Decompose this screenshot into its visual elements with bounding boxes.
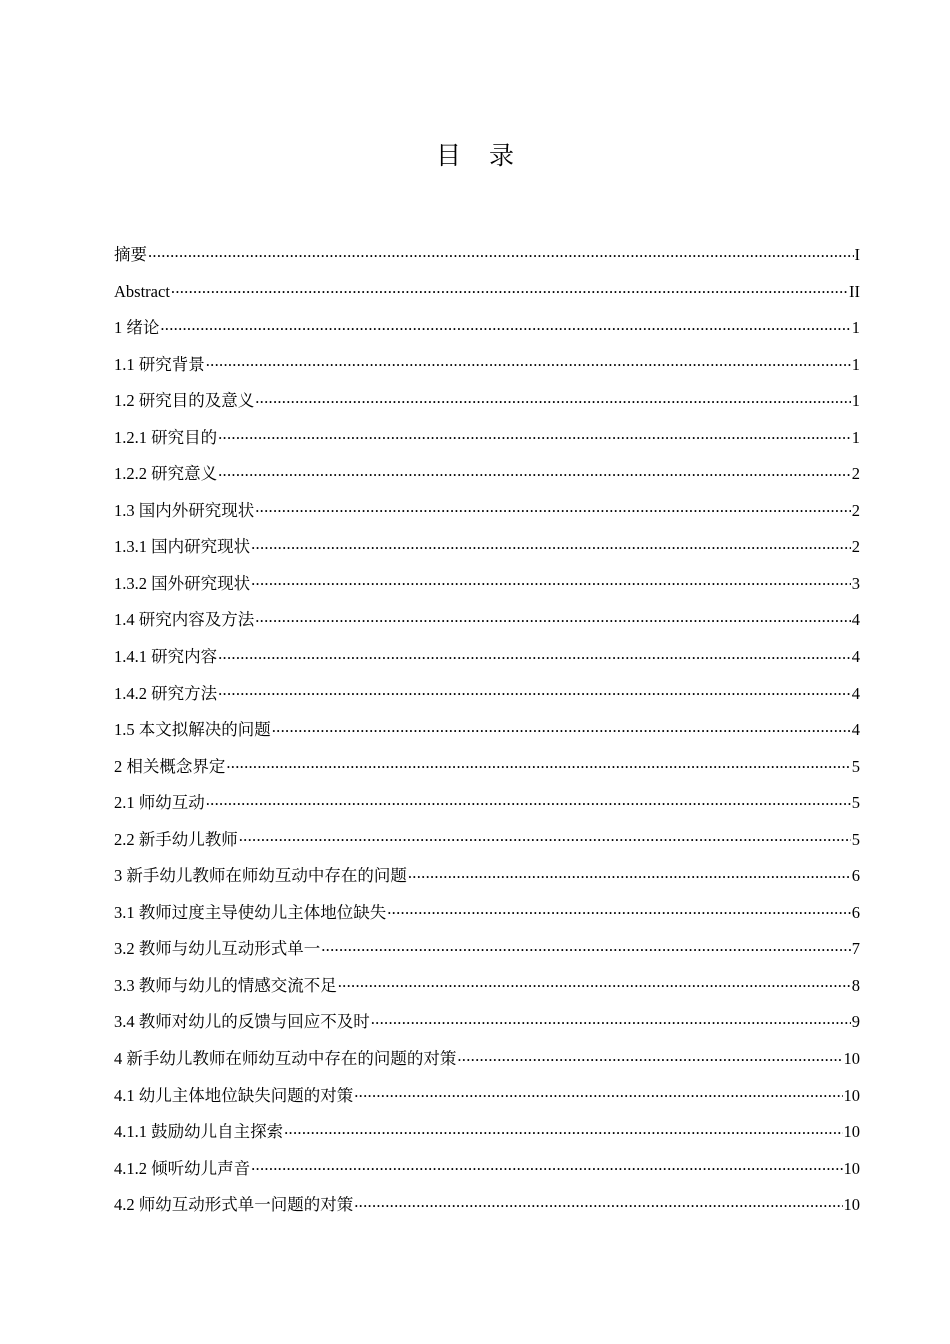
toc-entry-label: 3.4 教师对幼儿的反馈与回应不及时: [114, 1012, 370, 1032]
title-char-2: 录: [489, 140, 515, 170]
dot-leader: [251, 1157, 842, 1174]
dot-leader: [206, 353, 851, 370]
toc-entry-label: 1.3.1 国内研究现状: [114, 537, 251, 557]
toc-entry-page: 3: [851, 573, 860, 593]
table-of-contents: [114, 243, 860, 1230]
toc-entry-page: 5: [851, 829, 860, 849]
page-title: [0, 139, 950, 173]
dot-leader: [251, 536, 851, 553]
toc-entry-1-1[interactable]: [114, 353, 860, 390]
toc-entry-1-4-2[interactable]: [114, 682, 860, 719]
toc-entry-1-4-1[interactable]: [114, 645, 860, 682]
dot-leader: [218, 463, 851, 480]
toc-entry-label: 4.1.2 倾听幼儿声音: [114, 1158, 251, 1178]
dot-leader: [371, 1011, 851, 1028]
toc-entry-4-1[interactable]: [114, 1084, 860, 1121]
toc-entry-label: 摘要: [114, 245, 147, 264]
toc-entry-label: 1.2.2 研究意义: [114, 464, 218, 484]
toc-entry-4-1-1[interactable]: [114, 1120, 860, 1157]
toc-entry-label: 1.4.1 研究内容: [114, 647, 218, 667]
toc-entry-3-4[interactable]: [114, 1010, 860, 1047]
toc-entry-label: 2.1 师幼互动: [114, 793, 205, 813]
toc-entry-label: 4.1 幼儿主体地位缺失问题的对策: [114, 1085, 354, 1105]
toc-entry-label: 1.2.1 研究目的: [114, 427, 218, 447]
toc-entry-page: 6: [851, 902, 860, 922]
toc-entry-4[interactable]: [114, 1047, 860, 1084]
toc-entry-label: 1.3.2 国外研究现状: [114, 573, 251, 593]
dot-leader: [206, 792, 851, 809]
toc-entry-1-2-2[interactable]: [114, 462, 860, 499]
toc-entry-page: 2: [851, 537, 860, 557]
toc-entry-page: 4: [851, 610, 860, 630]
toc-entry-page: 10: [843, 1085, 860, 1105]
toc-entry-abstract-cn[interactable]: [114, 243, 860, 280]
toc-entry-label: 2 相关概念界定: [114, 756, 226, 776]
toc-entry-2[interactable]: [114, 755, 860, 792]
toc-entry-1-3-2[interactable]: [114, 572, 860, 609]
toc-entry-page: 9: [851, 1012, 860, 1032]
toc-entry-page: 2: [851, 500, 860, 520]
toc-entry-page: 7: [851, 939, 860, 959]
toc-entry-page: 2: [851, 464, 860, 484]
toc-entry-1-3[interactable]: [114, 499, 860, 536]
toc-entry-label: 3.3 教师与幼儿的情感交流不足: [114, 975, 337, 995]
toc-entry-page: 1: [851, 391, 860, 411]
toc-entry-label: 3.1 教师过度主导使幼儿主体地位缺失: [114, 902, 387, 922]
dot-leader: [218, 682, 851, 699]
toc-entry-page: 1: [851, 318, 860, 338]
toc-entry-page: 10: [843, 1195, 860, 1215]
toc-entry-label: 1.3 国内外研究现状: [114, 500, 255, 520]
toc-entry-label: 1.1 研究背景: [114, 354, 205, 374]
toc-entry-page: II: [849, 281, 860, 301]
toc-entry-page: 1: [851, 427, 860, 447]
toc-entry-1-2-1[interactable]: [114, 426, 860, 463]
toc-entry-2-1[interactable]: [114, 791, 860, 828]
toc-entry-page: 10: [843, 1158, 860, 1178]
dot-leader: [354, 1084, 842, 1101]
toc-entry-page: 5: [851, 793, 860, 813]
dot-leader: [255, 609, 851, 626]
dot-leader: [354, 1194, 842, 1211]
dot-leader: [338, 974, 851, 991]
toc-entry-page: 1: [851, 354, 860, 374]
toc-entry-page: 10: [843, 1122, 860, 1142]
toc-entry-page: 8: [851, 975, 860, 995]
toc-entry-label: 3.2 教师与幼儿互动形式单一: [114, 939, 321, 959]
dot-leader: [284, 1121, 842, 1138]
toc-entry-3-3[interactable]: [114, 974, 860, 1011]
dot-leader: [408, 865, 851, 882]
toc-entry-page: 10: [843, 1049, 860, 1069]
toc-entry-label: 1.2 研究目的及意义: [114, 391, 255, 411]
dot-leader: [171, 280, 848, 297]
toc-entry-1-4[interactable]: [114, 608, 860, 645]
toc-entry-4-1-2[interactable]: [114, 1157, 860, 1194]
dot-leader: [218, 646, 851, 663]
toc-entry-page: 4: [851, 647, 860, 667]
toc-entry-2-2[interactable]: [114, 828, 860, 865]
dot-leader: [255, 499, 851, 516]
toc-entry-label: 1.4.2 研究方法: [114, 683, 218, 703]
toc-entry-label: 1.5 本文拟解决的问题: [114, 720, 271, 740]
toc-entry-1-2[interactable]: [114, 389, 860, 426]
toc-entry-4-2[interactable]: [114, 1193, 860, 1230]
title-char-1: 目: [435, 140, 461, 170]
toc-entry-label: 1 绪论: [114, 318, 160, 338]
dot-leader: [255, 390, 851, 407]
dot-leader: [272, 719, 851, 736]
toc-entry-1[interactable]: [114, 316, 860, 353]
dot-leader: [148, 244, 854, 261]
toc-entry-page: 4: [851, 683, 860, 703]
toc-entry-label: 4.1.1 鼓励幼儿自主探索: [114, 1122, 284, 1142]
dot-leader: [457, 1048, 842, 1065]
toc-entry-label: 3 新手幼儿教师在师幼互动中存在的问题: [114, 866, 407, 886]
toc-entry-label: 4.2 师幼互动形式单一问题的对策: [114, 1195, 354, 1215]
dot-leader: [321, 938, 851, 955]
toc-entry-1-3-1[interactable]: [114, 535, 860, 572]
dot-leader: [239, 828, 851, 845]
toc-entry-3[interactable]: [114, 864, 860, 901]
toc-entry-page: 5: [851, 756, 860, 776]
dot-leader: [218, 426, 851, 443]
dot-leader: [387, 901, 851, 918]
dot-leader: [251, 572, 851, 589]
toc-entry-3-1[interactable]: [114, 901, 860, 938]
toc-entry-label: Abstract: [114, 281, 170, 301]
toc-entry-3-2[interactable]: [114, 937, 860, 974]
toc-entry-label: 1.4 研究内容及方法: [114, 610, 255, 630]
toc-entry-page: I: [854, 245, 860, 264]
dot-leader: [160, 317, 850, 334]
toc-entry-label: 2.2 新手幼儿教师: [114, 829, 238, 849]
toc-entry-label: 4 新手幼儿教师在师幼互动中存在的问题的对策: [114, 1049, 457, 1069]
dot-leader: [226, 755, 850, 772]
toc-entry-page: 6: [851, 866, 860, 886]
toc-entry-1-5[interactable]: [114, 718, 860, 755]
toc-entry-page: 4: [851, 720, 860, 740]
toc-entry-abstract-en[interactable]: [114, 280, 860, 317]
